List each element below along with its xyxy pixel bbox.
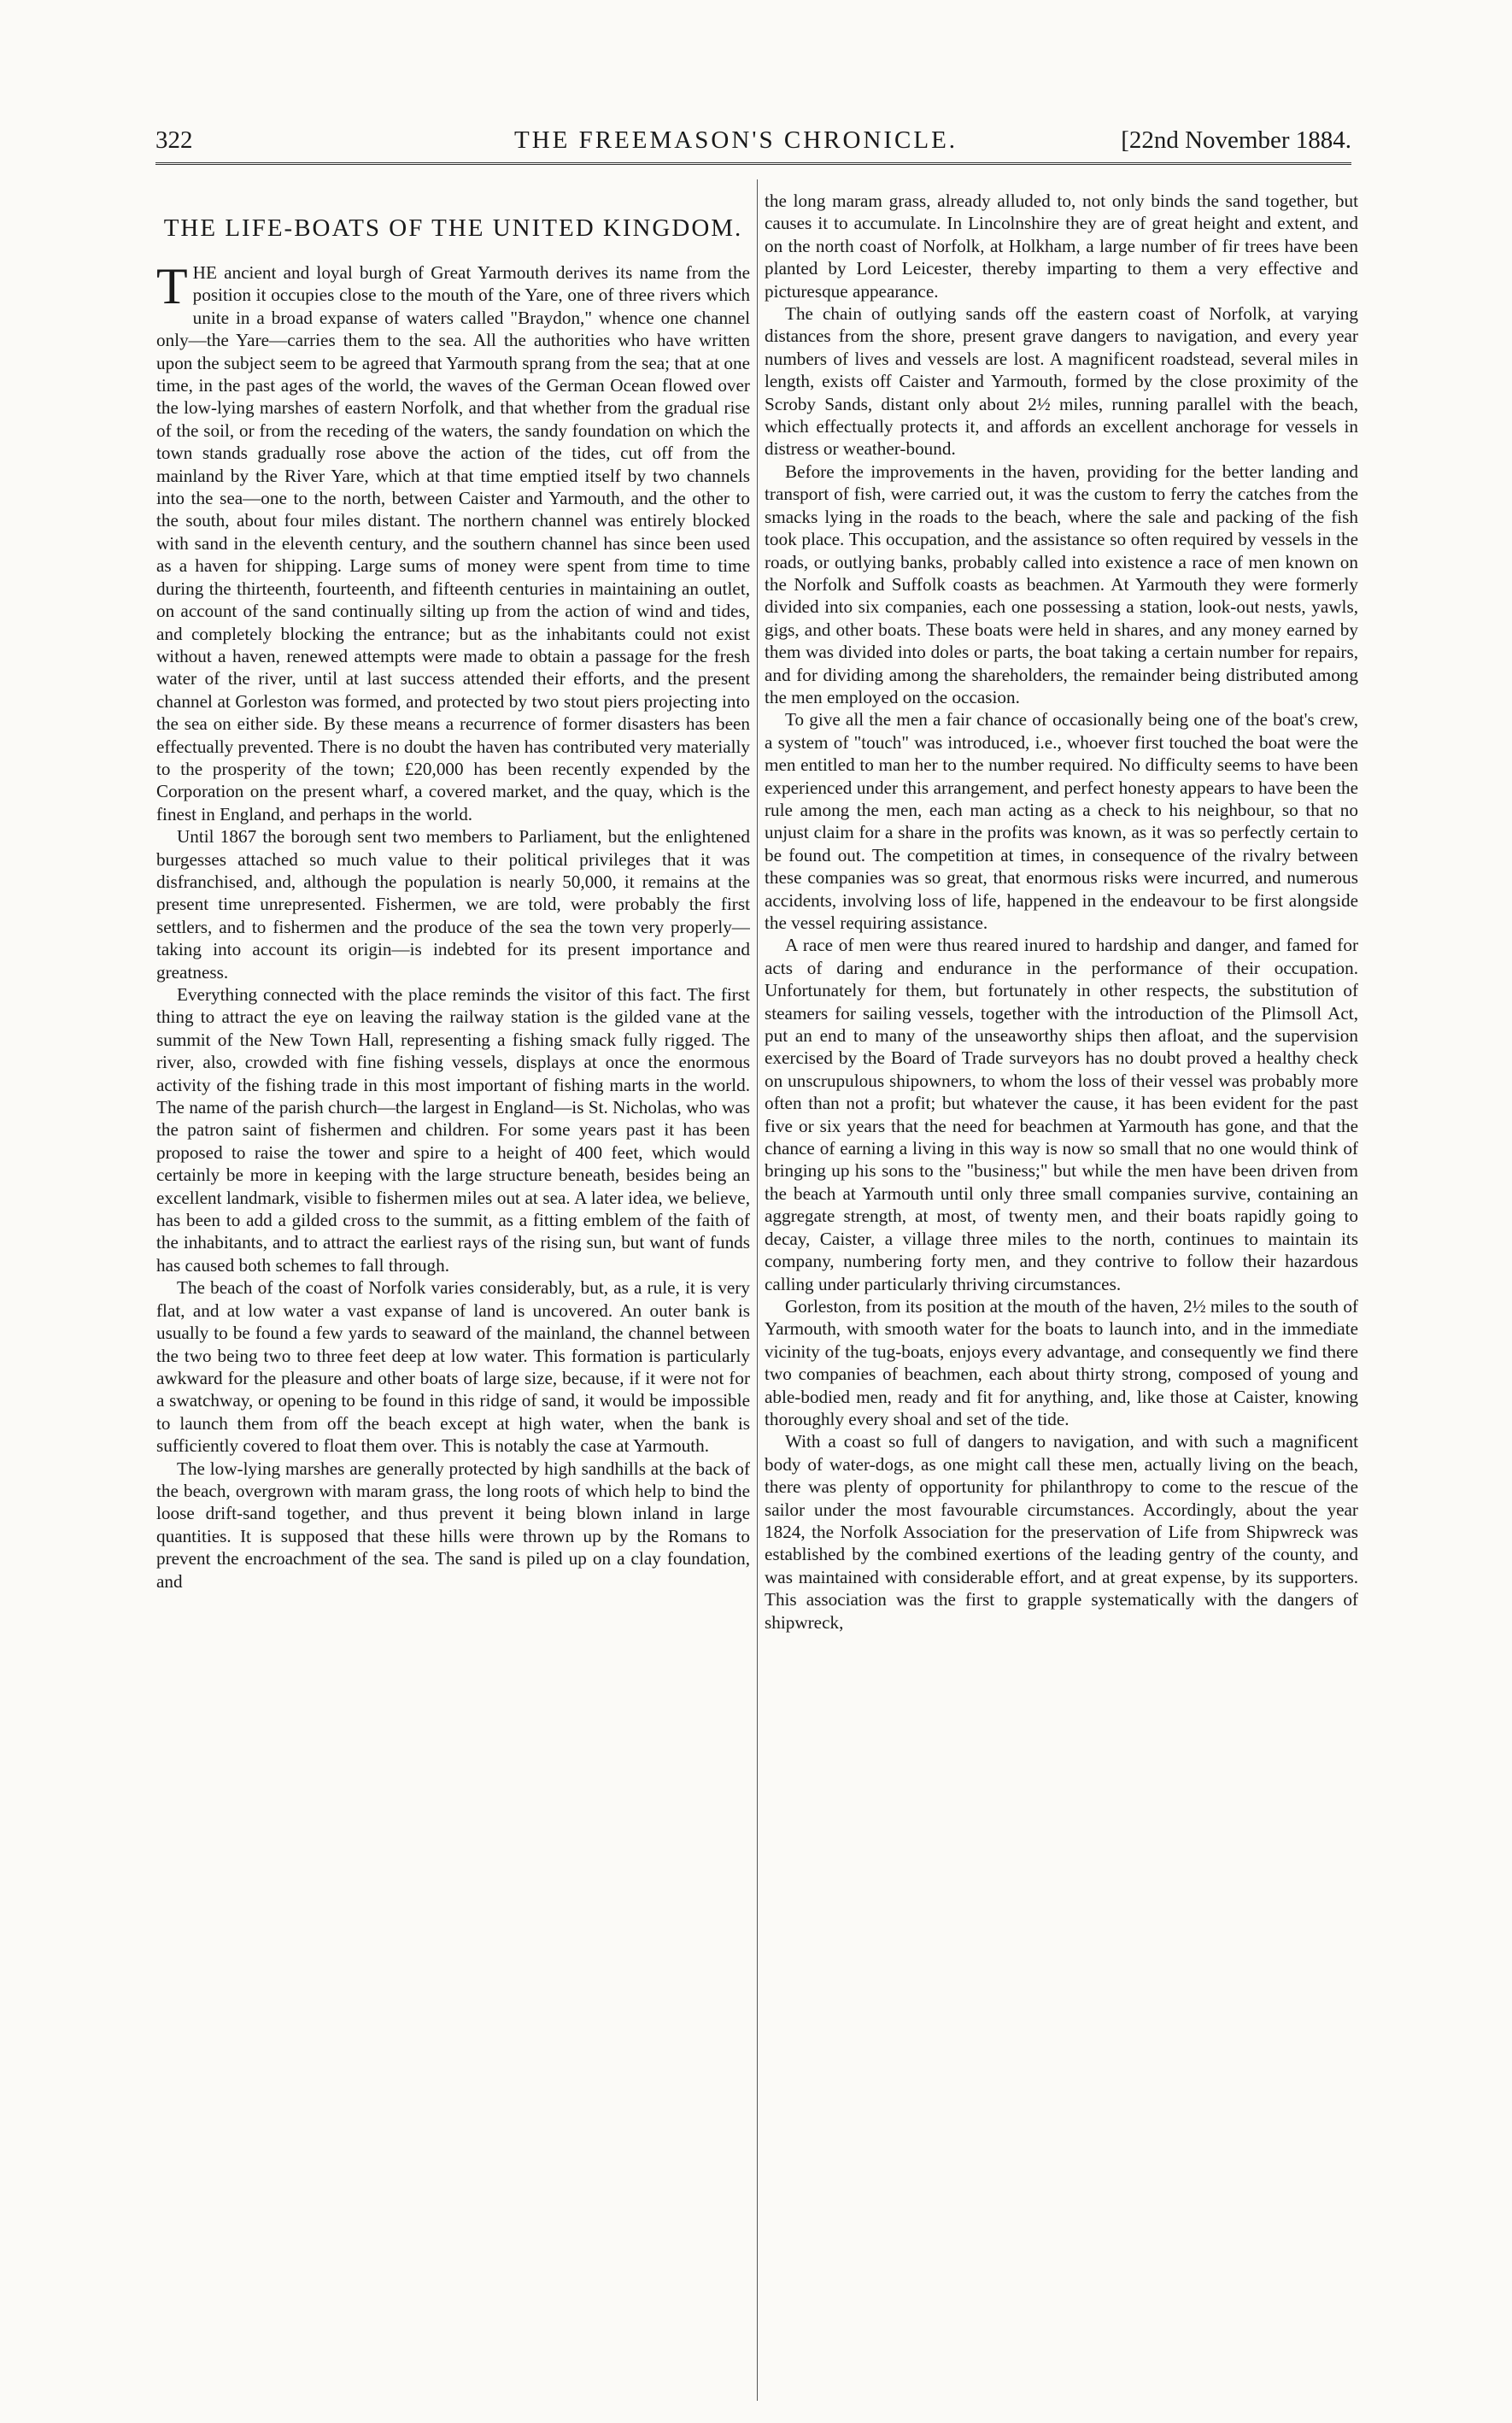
paragraph: the long maram grass, already alluded to, not only binds the sand together, but causes it to accumulate. In Lincolnshire they are of great height and extent, and on the north coast of Norfolk, at Holkham, a large number of fir trees have been planted by Lord Leicester, thereby imparting to them a very effective and picturesque appearance. bbox=[765, 191, 1358, 302]
right-column bbox=[765, 190, 1358, 2411]
issue-date: [22nd November 1884. bbox=[1121, 126, 1351, 154]
paragraph: The beach of the coast of Norfolk varies considerably, but, as a rule, it is very flat, and at low water a vast expanse of land is uncovered. An outer bank is usually to be found a few yards to seaward of the mainland, the channel between the two being two to three feet deep at low water. This formation is particularly awkward for the pleasure and other boats of large size, because, if it were not for a swatchway, or opening to be found in this ridge of sand, it would be impossible to launch them from off the beach except at high water, when the bank is sufficiently covered to float them over. This is notably the case at Yarmouth. bbox=[156, 1277, 750, 1457]
paragraph: With a coast so full of dangers to navigation, and with such a magnificent body of water-dogs, as one might call these men, actually living on the beach, there was plenty of opportunity for philanthropy to come to the rescue of the sailor under the most favourable circumstances. Accordingly, about the year 1824, the Norfolk Association for the preservation of Life from Shipwreck was established by the combined exertions of the leading gentry of the county, and was maintained with considerable effort, and at great expense, by its supporters. This association was the first to grapple systematically with the dangers of shipwreck, bbox=[765, 1431, 1358, 1633]
paragraph: Before the improvements in the haven, providing for the better landing and transport of fish, were carried out, it was the custom to ferry the catches from the smacks lying in the roads to the beach, where the sale and packing of the fish took place. This occupation, and the assistance so often required by vessels in the roads, or outlying banks, probably called into existence a race of men known on the Norfolk and Suffolk coasts as beachmen. At Yarmouth they were formerly divided into six companies, each one possessing a station, look-out nests, yawls, gigs, and other boats. These boats were held in shares, and any money earned by them was divided into doles or parts, the boat taking a certain number for repairs, and for dividing among the shareholders, the remainder being distributed among the men employed on the occasion. bbox=[765, 461, 1358, 707]
paragraph: The low-lying marshes are generally protected by high sandhills at the back of the beach, overgrown with maram grass, the long roots of which help to bind the loose drift-sand together, and thus prevent it being blown inland in large quantities. It is supposed that these hills were thrown up by the Romans to prevent the encroachment of the sea. The sand is piled up on a clay foundation, and bbox=[156, 1458, 750, 1592]
paragraph: Everything connected with the place reminds the visitor of this fact. The first thing to attract the eye on leaving the railway station is the gilded vane at the summit of the New Town Hall, representing a fishing smack fully rigged. The river, also, crowded with fine fishing vessels, displays at once the enormous activity of the fishing trade in this most important of fishing marts in the world. The name of the parish church—the largest in England—is St. Nicholas, who was the patron saint of fishermen and children. For some years past it has been proposed to raise the tower and spire to a height of 400 feet, which would certainly be more in keeping with the large structure beneath, besides being an excellent landmark, visible to fishermen miles out at sea. A later idea, we believe, has been to add a gilded cross to the summit, as a fitting emblem of the faith of the inhabitants, and to attract the earliest rays of the rising sun, but want of funds has caused both schemes to fall through. bbox=[156, 984, 750, 1276]
paragraph: The chain of outlying sands off the eastern coast of Norfolk, at varying distances from the shore, present grave dangers to navigation, and every year numbers of lives and vessels are lost. A magnificent roadstead, several miles in length, exists off Caister and Yarmouth, formed by the close proximity of the Scroby Sands, distant only about 2½ miles, running parallel with the beach, which effectually protects it, and affords an excellent anchorage for vessels in distress or weather-bound. bbox=[765, 303, 1358, 460]
paragraph-text: HE ancient and loyal burgh of Great Yarmouth derives its name from the position it occupies close to the mouth of the Yare, one of three rivers which unite in a broad expanse of waters called "Braydon," whence one channel only—the Yare—carries them to the sea. All the authorities who have written upon the subject seem to be agreed that Yarmouth sprang from the sea; that at one time, in the past ages of the world, the waves of the German Ocean flowed over the low-lying marshes of eastern Norfolk, and that whether from the gradual rise of the soil, or from the receding of the waters, the sandy foundation on which the town stands gradually rose above the action of the tides, cut off from the mainland by the River Yare, which at that time emptied itself by two channels into the sea—one to the north, between Caister and Yarmouth, and the other to the south, about four miles distant. The northern channel was entirely blocked with sand in the eleventh century, and the southern channel has since been used as a haven for shipping. Large sums of money were spent from time to time during the thirteenth, fourteenth, and fifteenth centuries in maintaining an outlet, on account of the sand continually silting up from the action of wind and tides, and completely blocking the entrance; but as the inhabitants could not exist without a haven, renewed attempts were made to obtain a passage for the fresh water of the river, until at last success attended their efforts, and the present channel at Gorleston was formed, and protected by two stout piers projecting into the sea on either side. By these means a recurrence of former disasters has been effectually prevented. There is no doubt the haven has contributed very materially to the prosperity of the town; £20,000 has been recently expended by the Corporation on the present wharf, a covered market, and the quay, which is the finest in England, and perhaps in the world. bbox=[156, 262, 750, 824]
column-divider bbox=[757, 179, 758, 2401]
publication-title: THE FREEMASON'S CHRONICLE. bbox=[514, 126, 958, 154]
page-number: 322 bbox=[155, 126, 193, 154]
paragraph: To give all the men a fair chance of occasionally being one of the boat's crew, a system of "touch" was introduced, i.e., whoever first touched the boat were the men entitled to man her to the number required. No difficulty seems to have been experienced under this arrangement, and perfect honesty appears to have been the rule among the men, each man acting as a check to his neighbour, so that no unjust claim for a share in the profits was known, as it was so perfectly certain to be found out. The competition at times, in consequence of the rivalry between these companies was so great, that enormous risks were incurred, and numerous accidents, involving loss of life, happened in the endeavour to be first alongside the vessel requiring assistance. bbox=[765, 709, 1358, 933]
drop-cap: T bbox=[156, 258, 188, 314]
header-rule bbox=[155, 162, 1351, 165]
article-title: THE LIFE-BOATS OF THE UNITED KINGDOM. bbox=[163, 214, 743, 242]
paragraph: Until 1867 the borough sent two members to Parliament, but the enlightened burgesses attached so much value to their political privileges that it was disfranchised, and, although the population is nearly 50,000, it remains at the present time unrepresented. Fishermen, we are told, were probably the first settlers, and to fishermen and the produce of the sea the town very properly—taking into account its origin—is indebted for its present importance and greatness. bbox=[156, 826, 750, 983]
paragraph: A race of men were thus reared inured to hardship and danger, and famed for acts of daring and endurance in the performance of their occupation. Unfortunately for them, but fortunately in other respects, the substitution of steamers for sailing vessels, together with the introduction of the Plimsoll Act, put an end to many of the unseaworthy ships then afloat, and the supervision exercised by the Board of Trade surveyors has no doubt proved a healthy check on unscrupulous shipowners, to whom the loss of their vessel was probably more often than not a profit; but whatever the cause, it has been evident for the past five or six years that the need for beachmen at Yarmouth has gone, and that the chance of earning a living in this way is now so small that no one would think of bringing up his sons to the "business;" but while the men have been driven from the beach at Yarmouth until only three small companies survive, containing an aggregate strength, at most, of twenty men, and their boats rapidly going to decay, Caister, a village three miles to the north, continues to maintain its company, numbering forty men, and they contrive to follow their hazardous calling under particularly thriving circumstances. bbox=[765, 935, 1358, 1294]
paragraph bbox=[156, 258, 750, 825]
paragraph: Gorleston, from its position at the mouth of the haven, 2½ miles to the south of Yarmouth, with smooth water for the boats to launch into, and in the immediate vicinity of the tug-boats, enjoys every advantage, and consequently we find there two companies of beachmen, each about thirty strong, composed of young and able-bodied men, ready and fit for anything, and, like those at Caister, knowing thoroughly every shoal and set of the tide. bbox=[765, 1295, 1358, 1429]
left-column bbox=[156, 179, 750, 2401]
page-header bbox=[155, 126, 1351, 161]
